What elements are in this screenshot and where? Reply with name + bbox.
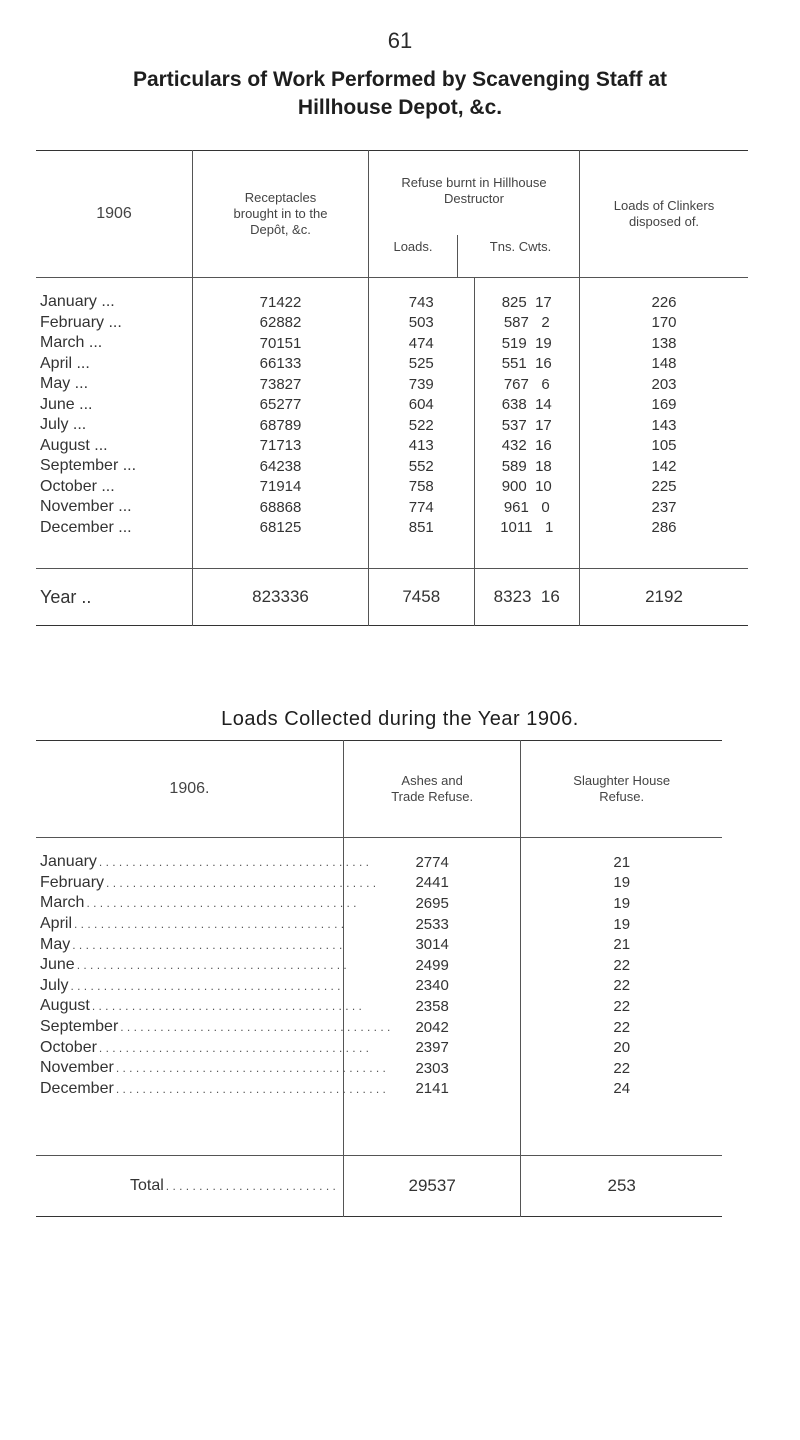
month-cell — [36, 996, 362, 1017]
leader-dots: . . . . . . . . . . . . . . . . . . . . . . . . . . . . . . . . . . . . . . . . . — [98, 1040, 369, 1055]
slaughter-cell: 22 — [613, 1059, 631, 1077]
ashes-header-text: Ashes and Trade Refuse. — [391, 773, 474, 804]
total-tns-cwts: 8323 16 — [474, 569, 580, 626]
slaughter-cell: 22 — [613, 977, 631, 995]
month-cell: January ... — [36, 292, 193, 313]
tns-cwts-cell: 537 17 — [474, 415, 580, 436]
section-title-loads-collected: Loads Collected during the Year 1906. — [221, 708, 579, 730]
loads-cell: 413 — [369, 436, 475, 457]
loads-cell: 758 — [369, 477, 475, 498]
month-cell: October ... — [36, 477, 193, 498]
table-row — [36, 1058, 722, 1079]
table-row — [36, 893, 722, 914]
month-cell — [36, 914, 343, 935]
month-cell: June ... — [36, 395, 193, 416]
leader-dots: . . . . . . . . . . . . . . . . . . . . . . . . . . . . . . . . . . . . . . . . . — [76, 958, 347, 973]
ashes-cell: 2303 — [343, 1058, 521, 1079]
month-cell: September ... — [36, 456, 193, 477]
loads-cell: 525 — [369, 354, 475, 375]
month-label: September — [40, 1018, 119, 1036]
loads-cell: 522 — [369, 415, 475, 436]
leader-dots: . . . . . . . . . . . . . . . . . . . . . . . . . . . . . . . . . . . . . . . . . — [91, 999, 362, 1014]
clinkers-cell: 226 — [651, 293, 677, 311]
receptacles-cell: 71914 — [193, 477, 369, 498]
month-cell — [36, 1079, 386, 1100]
leader-dots: . . . . . . . . . . . . . . . . . . . . . . . . . . . . . . . . . . . . . . . . . — [98, 855, 369, 870]
table-row — [36, 996, 722, 1017]
leader-dots: . . . . . . . . . . . . . . . . . . . . . . . . . . . . . . . . . . . . . . . . . — [120, 1020, 391, 1035]
leader-dots: . . . . . . . . . . . . . . . . . . . . . . . . . . . . . . . . . . . . . . . . . — [106, 875, 377, 890]
clinkers-cell: 142 — [651, 457, 677, 475]
tns-cwts-cell: 767 6 — [474, 374, 580, 395]
month-label: February — [40, 873, 105, 891]
month-cell — [36, 934, 343, 955]
leader-dots: . . . . . . . . . . . . . . . . . . . . . . . . . . . . . . . . . . . . . . . . . — [72, 937, 343, 952]
table-row — [36, 313, 748, 334]
tns-cwts-cell: 519 19 — [474, 333, 580, 354]
table-row — [36, 374, 748, 395]
table-row — [36, 518, 748, 539]
table-row — [36, 976, 722, 997]
table-row — [36, 395, 748, 416]
table-row — [36, 354, 748, 375]
clinkers-cell: 203 — [651, 375, 677, 393]
leader-dots: . . . . . . . . . . . . . . . . . . . . . . . . . . . . . . . . . . . . . . . . . — [86, 896, 357, 911]
month-label: May — [40, 935, 71, 953]
loads-cell: 774 — [369, 497, 475, 518]
loads-cell: 604 — [369, 395, 475, 416]
table-row — [36, 436, 748, 457]
month-cell — [36, 1017, 391, 1038]
table-row — [36, 1079, 722, 1100]
ashes-cell: 2774 — [343, 852, 521, 873]
spacer-row — [36, 538, 748, 569]
tns-cwts-cell: 825 17 — [474, 292, 580, 313]
clinkers-cell: 286 — [651, 519, 677, 537]
clinkers-cell: 169 — [651, 396, 677, 414]
clinkers-cell: 138 — [651, 334, 677, 352]
clinkers-cell: 225 — [651, 478, 677, 496]
loads-cell: 739 — [369, 374, 475, 395]
slaughter-cell: 24 — [613, 1080, 631, 1098]
spacer-row — [36, 838, 722, 853]
table-row — [36, 333, 748, 354]
clinkers-header — [580, 151, 749, 278]
table-row — [36, 1037, 722, 1058]
tns-cwts-cell: 638 14 — [474, 395, 580, 416]
slaughter-cell: 22 — [613, 997, 631, 1015]
total-slaughter: 253 — [607, 1176, 636, 1196]
clinkers-header-text: Loads of Clinkers disposed of. — [613, 198, 715, 229]
year-total-row — [36, 569, 748, 626]
month-label: June — [40, 956, 75, 974]
table-row — [36, 873, 722, 894]
ashes-cell: 2141 — [343, 1079, 521, 1100]
total-label: Year .. — [36, 569, 193, 626]
month-cell — [36, 955, 347, 976]
slaughter-header — [521, 741, 722, 838]
loads-header: Loads. — [393, 239, 433, 254]
month-label: December — [40, 1079, 114, 1097]
slaughter-cell: 20 — [613, 1039, 631, 1057]
table-row — [36, 934, 722, 955]
table-row — [36, 415, 748, 436]
ashes-cell: 2358 — [343, 996, 521, 1017]
month-cell — [36, 852, 369, 873]
month-cell: November ... — [36, 497, 193, 518]
loads-cell: 474 — [369, 333, 475, 354]
table-row — [36, 456, 748, 477]
month-cell: July ... — [36, 415, 193, 436]
month-cell: August ... — [36, 436, 193, 457]
receptacles-header — [193, 151, 369, 278]
month-cell — [36, 893, 357, 914]
leader-dots: . . . . . . . . . . . . . . . . . . . . . . . . . . . . . . . . . . . . . . . . . — [70, 978, 341, 993]
month-cell — [36, 1058, 386, 1079]
month-cell — [36, 976, 343, 997]
refuse-burnt-header — [369, 151, 580, 278]
table1-body — [36, 292, 748, 538]
tns-cwts-cell: 587 2 — [474, 313, 580, 334]
slaughter-cell: 19 — [613, 915, 631, 933]
table-row — [36, 292, 748, 313]
refuse-burnt-title: Refuse burnt in Hillhouse Destructor — [401, 175, 547, 206]
month-label: October — [40, 1038, 97, 1056]
page-title-line-1: Particulars of Work Performed by Scavenging Staff at — [132, 68, 668, 91]
spacer-row — [36, 278, 748, 293]
receptacles-cell: 68125 — [193, 518, 369, 539]
month-label: July — [40, 976, 69, 994]
receptacles-cell: 68789 — [193, 415, 369, 436]
table-row — [36, 852, 722, 873]
leader-dots: . . . . . . . . . . . . . . . . . . . . . . . . . . . . . . . . . . . . . . . . . — [115, 1081, 386, 1096]
tns-cwts-cell: 589 18 — [474, 456, 580, 477]
slaughter-cell: 19 — [613, 894, 631, 912]
receptacles-cell: 64238 — [193, 456, 369, 477]
slaughter-cell: 22 — [613, 1018, 631, 1036]
month-label: January — [40, 853, 97, 871]
scavenging-work-table — [36, 150, 748, 626]
table-row — [36, 955, 722, 976]
clinkers-cell: 148 — [651, 355, 677, 373]
total-label: Total — [130, 1177, 164, 1195]
tns-cwts-cell: 551 16 — [474, 354, 580, 375]
month-label: April — [40, 915, 73, 933]
total-ashes: 29537 — [343, 1156, 521, 1217]
tns-cwts-cell: 900 10 — [474, 477, 580, 498]
leader-dots: . . . . . . . . . . . . . . . . . . . . . . . . . . — [165, 1179, 336, 1194]
ashes-cell: 2397 — [343, 1037, 521, 1058]
ashes-cell: 2695 — [343, 893, 521, 914]
slaughter-cell: 22 — [613, 956, 631, 974]
month-label: November — [40, 1059, 114, 1077]
month-cell — [36, 1037, 369, 1058]
receptacles-cell: 71713 — [193, 436, 369, 457]
receptacles-cell: 71422 — [193, 292, 369, 313]
slaughter-header-text: Slaughter House Refuse. — [573, 773, 671, 804]
clinkers-cell: 105 — [651, 437, 677, 455]
total-row — [36, 1156, 722, 1217]
ashes-cell: 2499 — [343, 955, 521, 976]
receptacles-cell: 73827 — [193, 374, 369, 395]
page-title-line-2: Hillhouse Depot, &c. — [297, 96, 503, 119]
month-cell: April ... — [36, 354, 193, 375]
table-row — [36, 914, 722, 935]
spacer-row — [36, 1099, 722, 1156]
tns-cwts-cell: 961 0 — [474, 497, 580, 518]
table-header-row — [36, 151, 748, 278]
month-cell: May ... — [36, 374, 193, 395]
tns-cwts-cell: 1011 1 — [474, 518, 580, 539]
table-row — [36, 497, 748, 518]
slaughter-cell: 19 — [613, 874, 631, 892]
loads-cell: 552 — [369, 456, 475, 477]
month-cell: March ... — [36, 333, 193, 354]
total-clinkers: 2192 — [645, 587, 683, 606]
tns-cwts-header: Tns. Cwts. — [489, 239, 552, 254]
receptacles-header-text: Receptacles brought in to the Depôt, &c. — [233, 190, 328, 237]
total-loads: 7458 — [369, 569, 475, 626]
month-label: March — [40, 894, 85, 912]
receptacles-cell: 62882 — [193, 313, 369, 334]
ashes-cell: 3014 — [343, 934, 521, 955]
month-cell — [36, 873, 377, 894]
table2-body — [36, 852, 722, 1099]
clinkers-cell: 143 — [651, 416, 677, 434]
ashes-header — [343, 741, 521, 838]
receptacles-cell: 68868 — [193, 497, 369, 518]
slaughter-cell: 21 — [613, 853, 631, 871]
receptacles-cell: 65277 — [193, 395, 369, 416]
slaughter-cell: 21 — [613, 936, 631, 954]
table-row — [36, 477, 748, 498]
loads-cell: 503 — [369, 313, 475, 334]
ashes-cell: 2042 — [343, 1017, 521, 1038]
clinkers-cell: 170 — [651, 314, 677, 332]
table-header-row — [36, 741, 722, 838]
leader-dots: . . . . . . . . . . . . . . . . . . . . . . . . . . . . . . . . . . . . . . . . . — [74, 917, 345, 932]
clinkers-cell: 237 — [651, 498, 677, 516]
tns-cwts-cell: 432 16 — [474, 436, 580, 457]
page-number: 61 — [387, 28, 413, 53]
table-row — [36, 1017, 722, 1038]
ashes-cell: 2533 — [343, 914, 521, 935]
leader-dots: . . . . . . . . . . . . . . . . . . . . . . . . . . . . . . . . . . . . . . . . . — [115, 1061, 386, 1076]
receptacles-cell: 70151 — [193, 333, 369, 354]
loads-collected-table — [36, 740, 722, 1217]
loads-cell: 851 — [369, 518, 475, 539]
total-receptacles: 823336 — [193, 569, 369, 626]
month-cell: December ... — [36, 518, 193, 539]
total-label-cell — [36, 1156, 343, 1217]
year-header: 1906. — [36, 741, 343, 838]
ashes-cell: 2441 — [343, 873, 521, 894]
year-header: 1906 — [36, 151, 193, 278]
month-cell: February ... — [36, 313, 193, 334]
loads-cell: 743 — [369, 292, 475, 313]
receptacles-cell: 66133 — [193, 354, 369, 375]
month-label: August — [40, 997, 90, 1015]
ashes-cell: 2340 — [343, 976, 521, 997]
